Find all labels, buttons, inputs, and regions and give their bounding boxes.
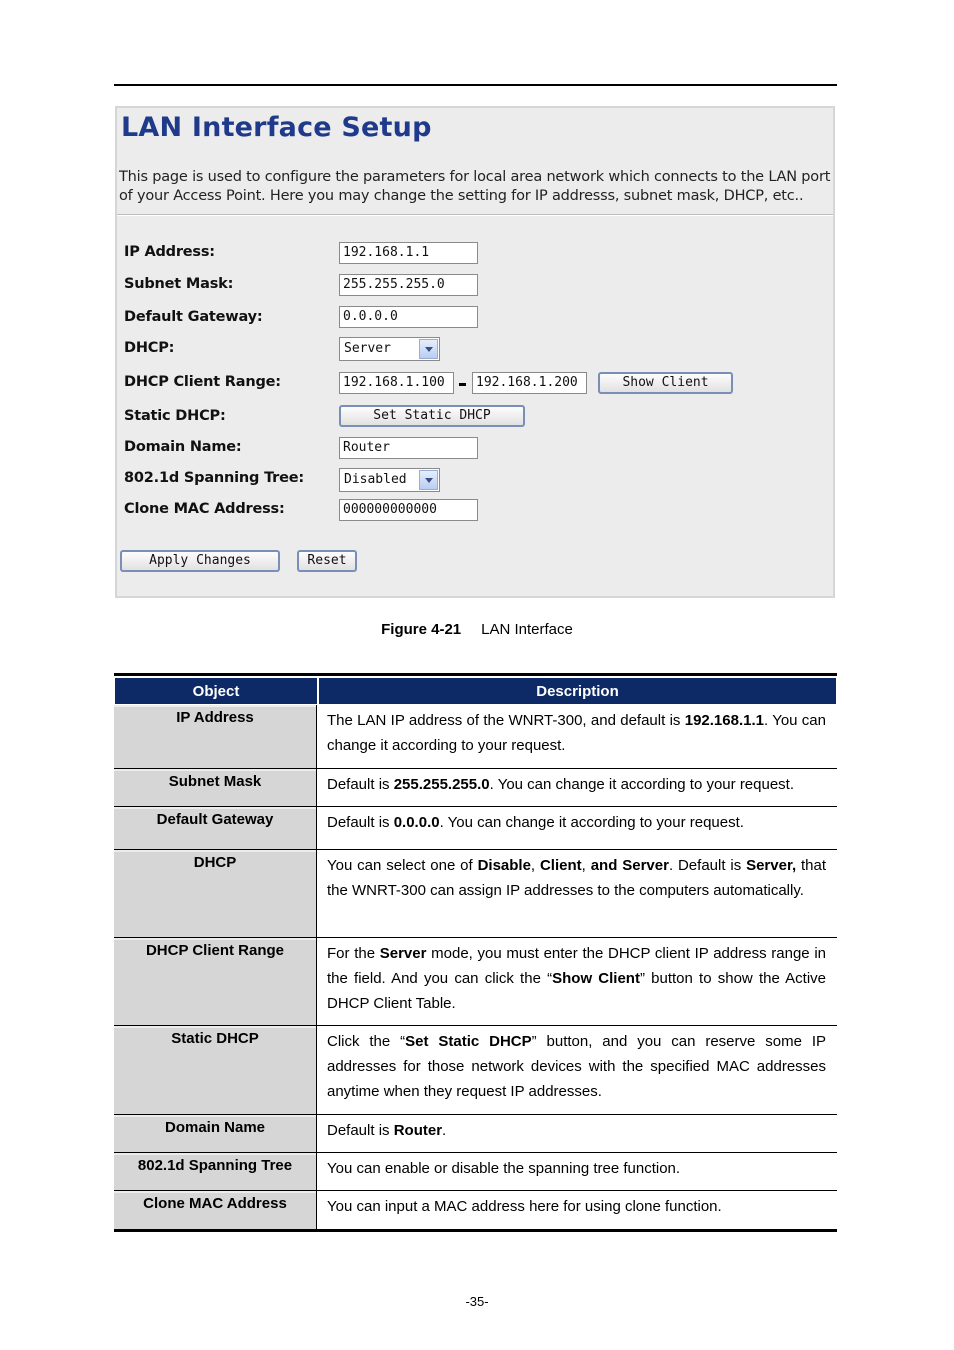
description-cell: For the Server mode, you must enter the DHCP client IP address range in the field. And you can click the “Show Client” button to show the Active DHCP Client Table. [327,945,827,1012]
description-cell: Click the “Set Static DHCP” button, and you can reserve some IP addresses for those network devices with the specified MAC addresses anytime when they request IP addresses. [327,1033,827,1100]
page-number: -35- [465,1294,489,1309]
object-cell: Subnet Mask [114,769,317,806]
clone-mac-input[interactable]: 000000000000 [339,499,478,521]
table-bottom-rule [114,1229,837,1232]
panel-divider [117,214,833,216]
dhcp-select[interactable] [339,337,440,361]
range-dash [459,383,466,386]
subnet-mask-label: Subnet Mask: [124,276,234,292]
description-cell: Default is 255.255.255.0. You can change it according to your request. [327,776,795,793]
spanning-tree-label: 802.1d Spanning Tree: [124,470,304,486]
table-row [114,850,837,938]
ip-address-input[interactable]: 192.168.1.1 [339,242,478,264]
dhcp-range-end-input[interactable]: 192.168.1.200 [472,372,587,394]
spanning-tree-select-value: Disabled [344,472,407,487]
table-row [114,769,837,807]
object-cell: Domain Name [114,1115,317,1152]
clone-mac-label: Clone MAC Address: [124,501,285,517]
object-cell: Static DHCP [114,1026,317,1114]
table-row [114,938,837,1026]
set-static-dhcp-button[interactable]: Set Static DHCP [339,405,525,427]
panel-description: This page is used to configure the parameters for local area network which connects to the LAN port of your Access Point. Here you may change the setting for IP addresss, subnet mask, DHCP, etc.. [119,169,831,204]
object-cell: Clone MAC Address [114,1191,317,1229]
lan-setup-screenshot [115,106,835,598]
table-row [114,1191,837,1229]
static-dhcp-label: Static DHCP: [124,408,226,424]
figure-number: Figure 4-21 [381,621,462,638]
table-header-description: Description [318,677,837,705]
show-client-button[interactable]: Show Client [598,372,733,394]
table-row [114,1153,837,1191]
description-cell: You can select one of Disable, Client, and Server. Default is Server, that the WNRT-300 can assign IP addresses to the computers automatically. [327,857,827,899]
table-row [114,705,837,769]
table-row [114,1115,837,1153]
dhcp-select-value: Server [344,341,391,356]
chevron-down-icon[interactable] [419,339,438,359]
description-cell: You can enable or disable the spanning tree function. [327,1160,681,1177]
chevron-down-icon[interactable] [419,470,438,490]
table-row [114,807,837,850]
reset-button[interactable]: Reset [297,550,357,572]
default-gateway-label: Default Gateway: [124,309,263,325]
figure-title: LAN Interface [481,621,573,638]
domain-name-label: Domain Name: [124,439,242,455]
ip-address-label: IP Address: [124,244,215,260]
default-gateway-input[interactable]: 0.0.0.0 [339,306,478,328]
table-header-object: Object [114,677,318,705]
dhcp-client-range-label: DHCP Client Range: [124,374,281,390]
domain-name-input[interactable]: Router [339,437,478,459]
top-rule [114,84,837,86]
object-cell: 802.1d Spanning Tree [114,1153,317,1190]
object-cell: Default Gateway [114,807,317,849]
table-top-rule [114,673,837,676]
object-cell: IP Address [114,705,317,768]
description-cell: Default is Router. [327,1122,447,1139]
description-cell: The LAN IP address of the WNRT-300, and default is 192.168.1.1. You can change it according to your request. [327,712,826,754]
spanning-tree-select[interactable] [339,468,440,492]
subnet-mask-input[interactable]: 255.255.255.0 [339,274,478,296]
apply-changes-button[interactable]: Apply Changes [120,550,280,572]
panel-title: LAN Interface Setup [121,112,432,143]
description-cell: You can input a MAC address here for using clone function. [327,1198,722,1215]
table-row [114,1026,837,1115]
dhcp-label: DHCP: [124,340,175,356]
object-cell: DHCP Client Range [114,938,317,1025]
description-cell: Default is 0.0.0.0. You can change it according to your request. [327,814,744,831]
object-cell: DHCP [114,850,317,937]
figure-caption [0,621,954,638]
dhcp-range-start-input[interactable]: 192.168.1.100 [339,372,454,394]
